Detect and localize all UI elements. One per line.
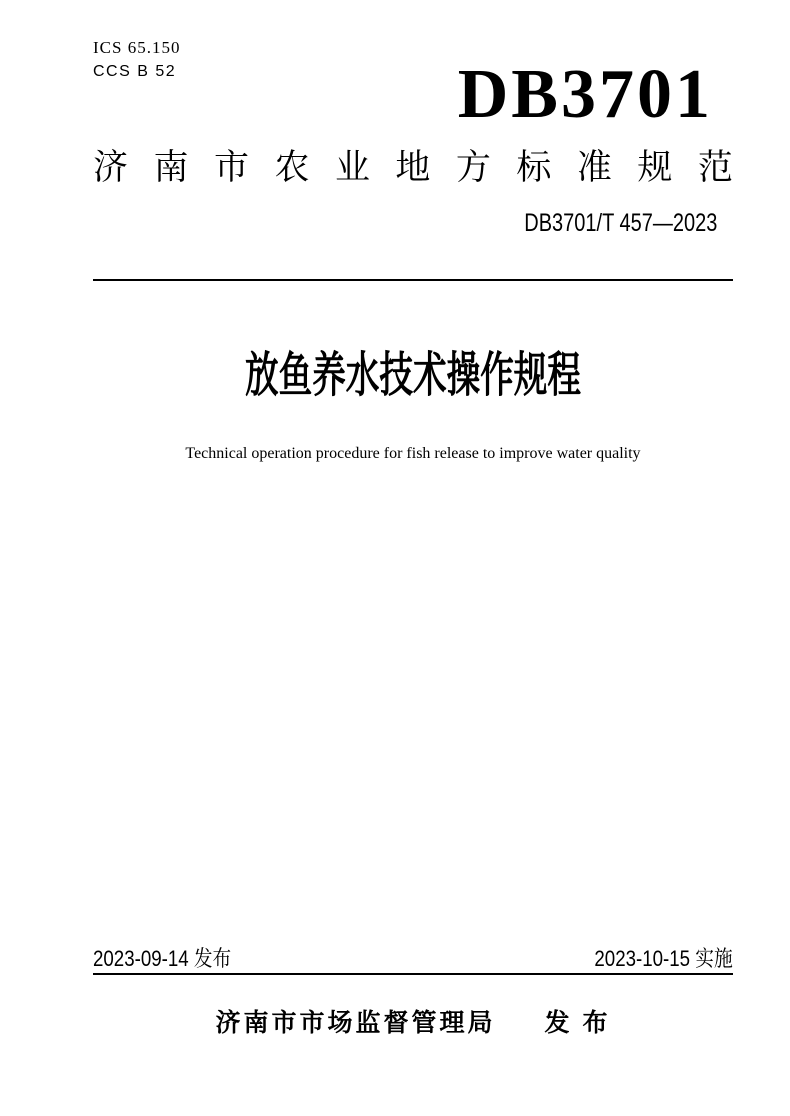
standard-db-logo: DB3701 — [457, 56, 713, 133]
publisher-row — [93, 1008, 733, 1038]
document-number: DB3701/T 457—2023 — [523, 209, 717, 237]
ccs-code: CCS B 52 — [93, 63, 177, 80]
header-divider-rule — [93, 279, 733, 281]
standard-title-chinese: 放鱼养水技术操作规程 — [244, 349, 581, 402]
ics-code: ICS 65.150 — [93, 38, 181, 57]
publisher-name: 济南市市场监督管理局 — [215, 1009, 496, 1037]
issue-date: 2023-09-14 发布 — [93, 946, 232, 971]
cover-content — [93, 0, 733, 1116]
standard-title-english: Technical operation procedure for fish release to improve water quality — [185, 445, 641, 462]
classification-codes — [93, 36, 180, 84]
dates-row — [93, 940, 733, 975]
publish-label: 发 布 — [544, 1009, 611, 1037]
series-title: 济 南 市 农 业 地 方 标 准 规 范 — [93, 148, 733, 187]
implementation-date: 2023-10-15 实施 — [594, 946, 733, 971]
